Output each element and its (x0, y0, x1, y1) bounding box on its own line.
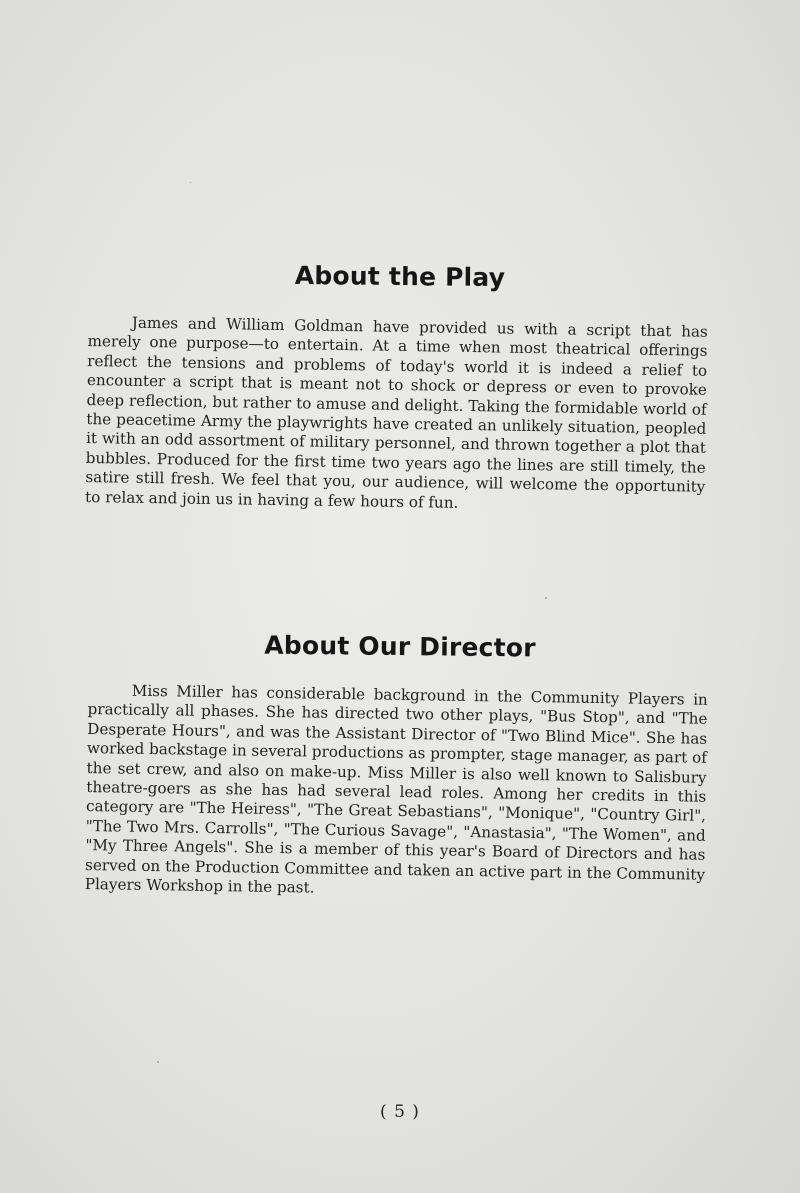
paper-speck (190, 182, 191, 183)
page-number: ( 5 ) (380, 1102, 420, 1122)
about-our-director-text: Miss Miller has considerable background in the Community Players in practically all phases. She has directed two other plays, "Bus Stop", and "The Desperate Hours", and was the Assistant Director of "Two Blind Mice". She has worked backstage in several productions as prompter, stage manager, as part of the set crew, and also on make-up. Miss Miller is also well known to Salisbury theatre-goers as she has had several lead roles. Among her credits in this category are "The Heiress", "The Great Sebastians", "Monique", "Country Girl", "The Two Mrs. Carrolls", "The Curious Savage", "Anastasia", "The Women", and "My Three Angels". She is a member of this year's Board of Directors and has served on the Production Committee and taken an active part in the Community Players Workshop in the past. (84, 681, 708, 897)
about-the-play-heading: About the Play (294, 260, 506, 293)
paper-speck (545, 597, 547, 599)
about-the-play-text: James and William Goldman have provided us with a script that has merely one purpose—to entertain. At a time when most theatrical offerings reflect the tensions and problems of today's world it is indeed a relief to encounter a script that is meant not to shock or depress or even to provoke deep reflection, but rather to amuse and delight. Taking the formidable world of the peacetime Army the playwrights have created an unlikely situation, peopled it with an odd assortment of military personnel, and thrown together a plot that bubbles. Produced for the first time two years ago the lines are still timely, the satire still fresh. We feel that you, our audience, will welcome the opportunity to relax and join us in having a few hours of fun. (84, 313, 708, 512)
paper-speck (157, 1061, 159, 1063)
about-our-director-heading: About Our Director (264, 630, 536, 663)
